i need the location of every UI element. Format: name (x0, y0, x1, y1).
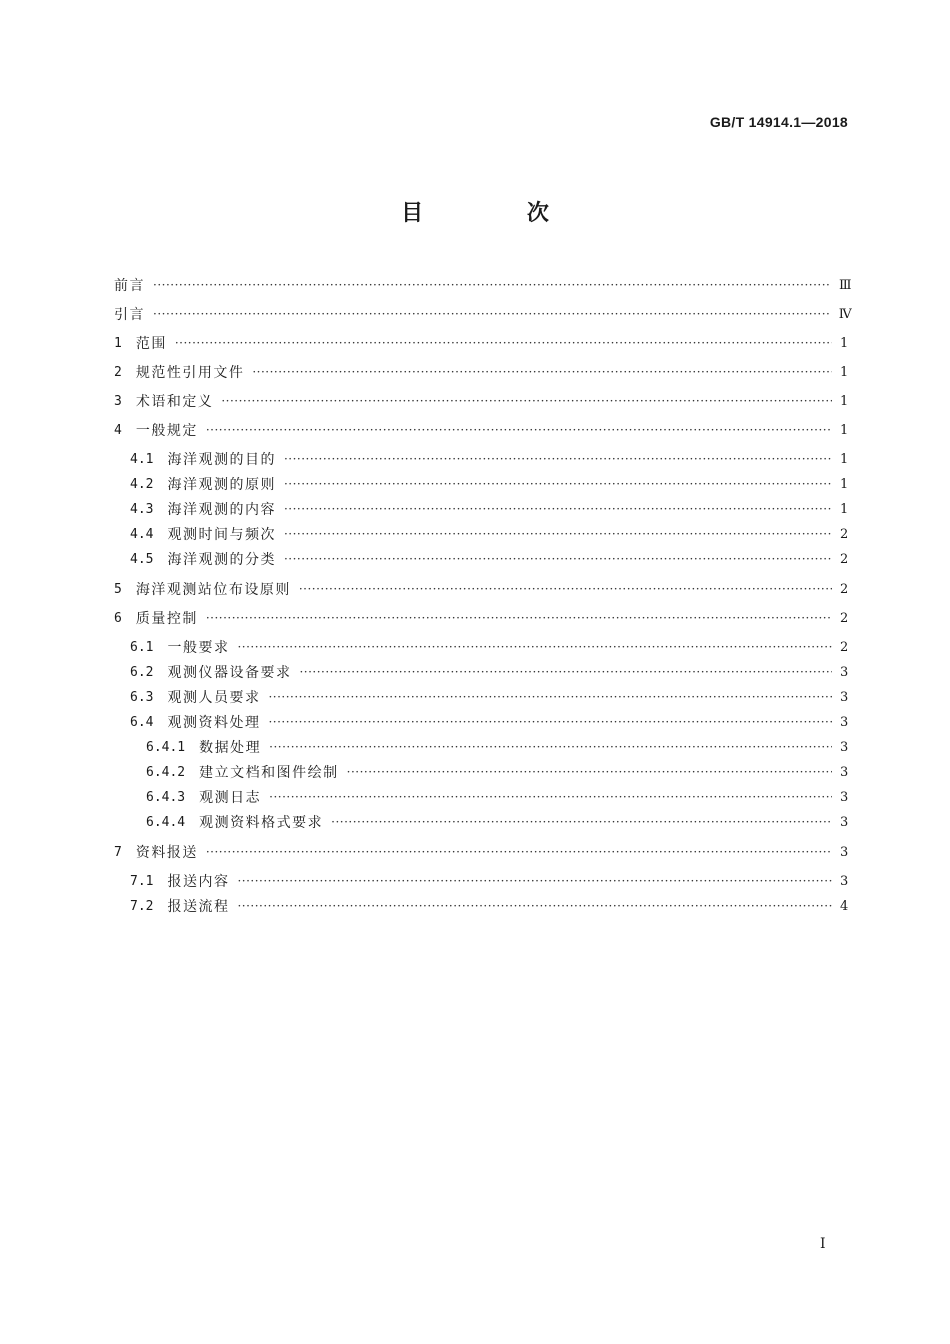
toc-dot-leader (299, 665, 832, 679)
page-number: I (820, 1236, 826, 1252)
toc-entry-label: 观测资料处理 (167, 715, 261, 731)
toc-entry[interactable] (114, 711, 848, 733)
toc-dot-leader (347, 765, 832, 779)
toc-entry[interactable] (114, 548, 848, 570)
toc-entry[interactable] (114, 448, 848, 470)
toc-entry-page: 2 (840, 526, 849, 542)
toc-entry-page: 1 (840, 451, 849, 467)
toc-entry-number: 6.1 (130, 639, 154, 655)
toc-dot-leader (284, 552, 832, 566)
toc-entry-number: 6.3 (130, 689, 154, 705)
toc-entry-page: 1 (840, 476, 849, 492)
toc-entry[interactable] (114, 895, 848, 917)
toc-entry-label: 资料报送 (135, 845, 198, 861)
toc-entry-number: 4.5 (130, 551, 154, 567)
toc-entry[interactable] (114, 473, 848, 495)
toc-dot-leader (284, 477, 832, 491)
toc-dot-leader (284, 452, 832, 466)
toc-entry-page: 3 (840, 764, 849, 780)
toc-dot-leader (299, 582, 832, 596)
toc-entry-number: 2 (114, 364, 122, 380)
toc-entry[interactable] (114, 361, 848, 383)
toc-title: 目 次 (401, 201, 597, 226)
toc-entry-label: 范围 (135, 336, 167, 352)
toc-entry-label: 海洋观测的内容 (167, 502, 276, 518)
toc-entry-page: 3 (840, 814, 849, 830)
toc-entry[interactable] (114, 274, 852, 296)
toc-entry-page: 3 (840, 844, 849, 860)
toc-entry[interactable] (114, 419, 848, 441)
toc-dot-leader (221, 394, 832, 408)
toc-entry[interactable] (114, 686, 848, 708)
toc-entry-label: 海洋观测的目的 (167, 452, 276, 468)
toc-entry[interactable] (114, 636, 848, 658)
toc-entry-label: 观测仪器设备要求 (167, 665, 292, 681)
toc-entry-number: 6.4.1 (146, 739, 186, 755)
toc-entry-label: 海洋观测的分类 (167, 552, 276, 568)
toc-entry-label: 引言 (114, 307, 145, 323)
toc-dot-leader (331, 815, 832, 829)
toc-entry-label: 质量控制 (135, 611, 198, 627)
toc-entry-label: 一般要求 (167, 640, 230, 656)
toc-entry-page: 3 (840, 689, 849, 705)
toc-entry-page: 1 (840, 422, 849, 438)
toc-entry-number: 7.2 (130, 898, 154, 914)
toc-entry-label: 海洋观测的原则 (167, 477, 276, 493)
toc-entry[interactable] (114, 332, 848, 354)
toc-entry-page: Ⅲ (839, 277, 852, 293)
toc-entry-label: 规范性引用文件 (135, 365, 245, 381)
toc-entry-number: 6 (114, 610, 122, 626)
toc-dot-leader (175, 336, 832, 350)
toc-entry-page: 2 (840, 581, 849, 597)
toc-entry-label: 报送内容 (167, 874, 230, 890)
toc-entry-page: 1 (840, 393, 849, 409)
toc-entry-number: 4 (114, 422, 122, 438)
toc-entry-number: 5 (114, 581, 122, 597)
toc-dot-leader (284, 527, 832, 541)
toc-entry-page: 2 (840, 610, 849, 626)
toc-dot-leader (153, 278, 831, 292)
toc-entry-label: 一般规定 (135, 423, 198, 439)
toc-entry-page: 3 (840, 714, 849, 730)
toc-entry[interactable] (114, 523, 848, 545)
toc-entry-number: 6.4.3 (146, 789, 186, 805)
toc-dot-leader (268, 715, 832, 729)
toc-entry[interactable] (114, 303, 852, 325)
toc-dot-leader (237, 899, 832, 913)
toc-entry-page: 2 (840, 551, 849, 567)
toc-dot-leader (237, 874, 832, 888)
toc-entry-number: 6.4.2 (146, 764, 186, 780)
toc-entry-page: 1 (840, 501, 849, 517)
toc-dot-leader (284, 502, 832, 516)
toc-entry-page: 3 (840, 873, 849, 889)
toc-entry-number: 4.3 (130, 501, 154, 517)
toc-entry-page: 3 (840, 789, 849, 805)
toc-dot-leader (268, 690, 832, 704)
toc-entry-page: 3 (840, 664, 849, 680)
toc-dot-leader (206, 611, 832, 625)
toc-dot-leader (206, 845, 832, 859)
toc-dot-leader (206, 423, 832, 437)
toc-entry-label: 前言 (114, 278, 145, 294)
toc-entry-label: 观测资料格式要求 (199, 815, 324, 831)
toc-entry-label: 观测时间与频次 (167, 527, 276, 543)
toc-entry-number: 6.4.4 (146, 814, 186, 830)
toc-entry-number: 7.1 (130, 873, 154, 889)
toc-entry-number: 7 (114, 844, 122, 860)
toc-entry-page: 1 (840, 364, 849, 380)
toc-dot-leader (237, 640, 832, 654)
toc-dot-leader (269, 790, 832, 804)
toc-entry-label: 观测日志 (199, 790, 262, 806)
toc-entry-number: 6.4 (130, 714, 154, 730)
toc-entry-label: 海洋观测站位布设原则 (135, 582, 291, 598)
toc-entry[interactable] (114, 841, 848, 863)
toc-entry-page: 2 (840, 639, 849, 655)
toc-entry-number: 4.2 (130, 476, 154, 492)
toc-entry-label: 观测人员要求 (167, 690, 261, 706)
toc-entry-page: 1 (840, 335, 849, 351)
toc-entry[interactable] (114, 661, 848, 683)
standard-code: GB/T 14914.1—2018 (709, 114, 848, 130)
toc-entry[interactable] (114, 390, 848, 412)
toc-entry-number: 1 (114, 335, 122, 351)
toc-entry[interactable] (114, 870, 848, 892)
toc-entry[interactable] (114, 761, 848, 783)
toc-dot-leader (252, 365, 832, 379)
toc-entry-page: Ⅳ (838, 306, 852, 322)
toc-dot-leader (153, 307, 831, 321)
toc-entry-number: 3 (114, 393, 122, 409)
toc-entry-number: 6.2 (130, 664, 154, 680)
toc-entry[interactable] (114, 786, 848, 808)
toc-entry-page: 4 (840, 898, 849, 914)
toc-entry-label: 术语和定义 (135, 394, 214, 410)
toc-entry[interactable] (114, 607, 848, 629)
toc-entry-label: 报送流程 (167, 899, 230, 915)
toc-entry-number: 4.4 (130, 526, 154, 542)
toc-entry[interactable] (114, 498, 848, 520)
toc-entry[interactable] (114, 736, 848, 758)
toc-entry-label: 建立文档和图件绘制 (199, 765, 339, 781)
toc-entry-label: 数据处理 (199, 740, 262, 756)
toc-entry[interactable] (114, 578, 848, 600)
toc-dot-leader (269, 740, 832, 754)
toc-entry-page: 3 (840, 739, 849, 755)
toc-entry[interactable] (114, 811, 848, 833)
toc-entry-number: 4.1 (130, 451, 154, 467)
